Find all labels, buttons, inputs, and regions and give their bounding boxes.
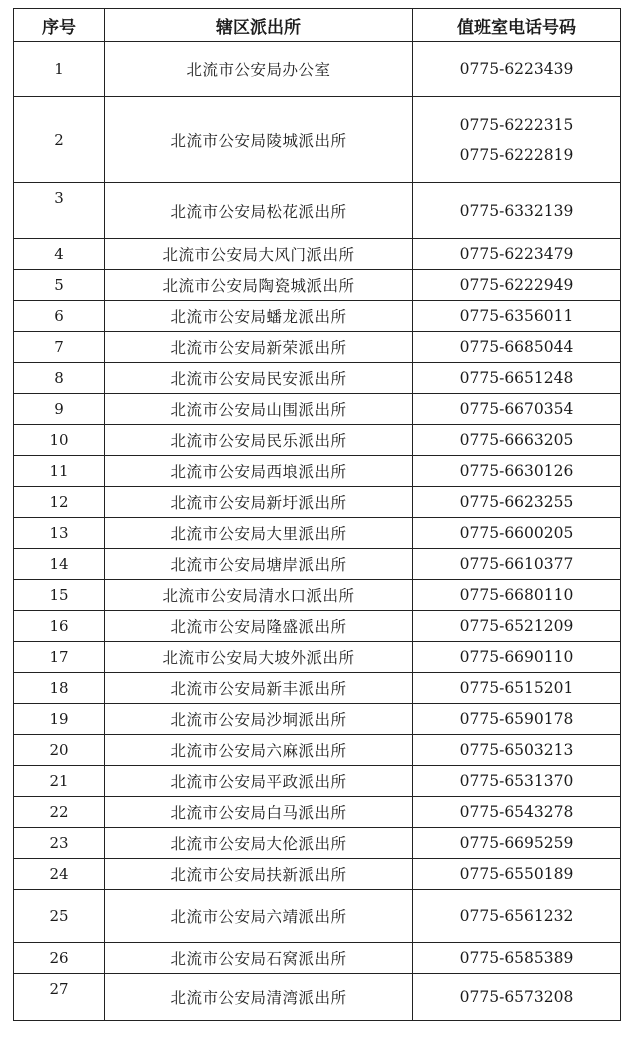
table-row xyxy=(14,332,621,363)
row-index: 10 xyxy=(14,425,105,456)
police-station-table xyxy=(13,8,621,1021)
station-name: 北流市公安局大里派出所 xyxy=(105,518,413,549)
phone-cell xyxy=(413,394,621,425)
phone-cell xyxy=(413,943,621,974)
table-row xyxy=(14,518,621,549)
table-row xyxy=(14,828,621,859)
row-index: 4 xyxy=(14,239,105,270)
phone-cell xyxy=(413,301,621,332)
table-row xyxy=(14,394,621,425)
table-row xyxy=(14,580,621,611)
row-index: 22 xyxy=(14,797,105,828)
station-name: 北流市公安局清湾派出所 xyxy=(105,974,413,1021)
row-index: 13 xyxy=(14,518,105,549)
phone-number: 0775-6670354 xyxy=(459,400,574,418)
station-name: 北流市公安局六靖派出所 xyxy=(105,890,413,943)
phone-cell xyxy=(413,425,621,456)
row-index: 1 xyxy=(14,42,105,97)
row-index: 8 xyxy=(14,363,105,394)
row-index: 16 xyxy=(14,611,105,642)
station-name: 北流市公安局办公室 xyxy=(105,42,413,97)
phone-number: 0775-6573208 xyxy=(459,988,574,1006)
row-index: 11 xyxy=(14,456,105,487)
table-row xyxy=(14,642,621,673)
row-index: 6 xyxy=(14,301,105,332)
table-row xyxy=(14,301,621,332)
station-name: 北流市公安局平政派出所 xyxy=(105,766,413,797)
station-name: 北流市公安局塘岸派出所 xyxy=(105,549,413,580)
phone-number: 0775-6651248 xyxy=(459,369,574,387)
table-row xyxy=(14,890,621,943)
phone-number: 0775-6223439 xyxy=(459,60,574,78)
row-index: 2 xyxy=(14,97,105,183)
table-row xyxy=(14,611,621,642)
station-name: 北流市公安局西埌派出所 xyxy=(105,456,413,487)
header-index: 序号 xyxy=(14,9,105,42)
phone-cell xyxy=(413,239,621,270)
phone-number: 0775-6515201 xyxy=(459,679,574,697)
station-name: 北流市公安局民乐派出所 xyxy=(105,425,413,456)
phone-cell xyxy=(413,97,621,183)
phone-number: 0775-6690110 xyxy=(459,648,574,666)
table-row xyxy=(14,797,621,828)
table-row xyxy=(14,183,621,239)
phone-cell xyxy=(413,974,621,1021)
phone-number: 0775-6685044 xyxy=(459,338,574,356)
phone-cell xyxy=(413,673,621,704)
phone-number: 0775-6332139 xyxy=(459,201,574,220)
phone-number: 0775-6503213 xyxy=(459,741,574,759)
phone-number: 0775-6356011 xyxy=(459,307,574,325)
phone-number: 0775-6550189 xyxy=(459,865,574,883)
table-row xyxy=(14,974,621,1021)
row-index: 23 xyxy=(14,828,105,859)
row-index: 17 xyxy=(14,642,105,673)
phone-number: 0775-6623255 xyxy=(459,493,574,511)
row-index: 27 xyxy=(14,974,105,1021)
phone-number: 0775-6680110 xyxy=(459,586,574,604)
station-name: 北流市公安局石窝派出所 xyxy=(105,943,413,974)
phone-cell xyxy=(413,828,621,859)
table-row xyxy=(14,735,621,766)
station-name: 北流市公安局扶新派出所 xyxy=(105,859,413,890)
header-phone: 值班室电话号码 xyxy=(413,9,621,42)
phone-cell xyxy=(413,580,621,611)
phone-cell xyxy=(413,611,621,642)
station-name: 北流市公安局民安派出所 xyxy=(105,363,413,394)
row-index: 15 xyxy=(14,580,105,611)
row-index: 5 xyxy=(14,270,105,301)
phone-number: 0775-6630126 xyxy=(459,462,574,480)
row-index: 9 xyxy=(14,394,105,425)
phone-cell xyxy=(413,766,621,797)
table-row xyxy=(14,487,621,518)
station-name: 北流市公安局蟠龙派出所 xyxy=(105,301,413,332)
header-row xyxy=(14,9,621,42)
station-name: 北流市公安局新荣派出所 xyxy=(105,332,413,363)
phone-number: 0775-6521209 xyxy=(459,617,574,635)
station-name: 北流市公安局大风门派出所 xyxy=(105,239,413,270)
phone-number: 0775-6695259 xyxy=(459,834,574,852)
table-row xyxy=(14,239,621,270)
station-name: 北流市公安局陶瓷城派出所 xyxy=(105,270,413,301)
phone-number: 0775-6222949 xyxy=(459,276,574,294)
phone-cell xyxy=(413,363,621,394)
phone-cell xyxy=(413,890,621,943)
table-row xyxy=(14,673,621,704)
station-name: 北流市公安局白马派出所 xyxy=(105,797,413,828)
table-row xyxy=(14,549,621,580)
table-row xyxy=(14,270,621,301)
row-index: 20 xyxy=(14,735,105,766)
station-name: 北流市公安局陵城派出所 xyxy=(105,97,413,183)
station-name: 北流市公安局大坡外派出所 xyxy=(105,642,413,673)
phone-cell xyxy=(413,332,621,363)
row-index: 12 xyxy=(14,487,105,518)
phone-cell xyxy=(413,859,621,890)
phone-cell xyxy=(413,797,621,828)
station-name: 北流市公安局大伦派出所 xyxy=(105,828,413,859)
row-index: 25 xyxy=(14,890,105,943)
table-row xyxy=(14,97,621,183)
phone-number: 0775-6600205 xyxy=(459,524,574,542)
phone-number: 0775-6222819 xyxy=(459,145,574,164)
row-index: 24 xyxy=(14,859,105,890)
table-row xyxy=(14,943,621,974)
phone-cell xyxy=(413,456,621,487)
phone-cell xyxy=(413,642,621,673)
phone-cell xyxy=(413,704,621,735)
table-row xyxy=(14,42,621,97)
phone-number: 0775-6531370 xyxy=(459,772,574,790)
row-index: 21 xyxy=(14,766,105,797)
phone-cell xyxy=(413,518,621,549)
station-name: 北流市公安局隆盛派出所 xyxy=(105,611,413,642)
phone-number: 0775-6223479 xyxy=(459,245,574,263)
row-index: 19 xyxy=(14,704,105,735)
phone-number: 0775-6590178 xyxy=(459,710,574,728)
station-name: 北流市公安局沙垌派出所 xyxy=(105,704,413,735)
phone-number: 0775-6543278 xyxy=(459,803,574,821)
table-body xyxy=(14,42,621,1021)
row-index: 26 xyxy=(14,943,105,974)
phone-cell xyxy=(413,270,621,301)
table-row xyxy=(14,704,621,735)
header-station: 辖区派出所 xyxy=(105,9,413,42)
station-name: 北流市公安局新圩派出所 xyxy=(105,487,413,518)
phone-cell xyxy=(413,42,621,97)
station-name: 北流市公安局六麻派出所 xyxy=(105,735,413,766)
phone-number: 0775-6222315 xyxy=(459,115,574,134)
table-row xyxy=(14,859,621,890)
phone-number: 0775-6663205 xyxy=(459,431,574,449)
phone-number: 0775-6561232 xyxy=(459,907,574,925)
phone-number: 0775-6610377 xyxy=(459,555,574,573)
table-row xyxy=(14,425,621,456)
phone-number: 0775-6585389 xyxy=(459,949,574,967)
station-name: 北流市公安局山围派出所 xyxy=(105,394,413,425)
station-name: 北流市公安局松花派出所 xyxy=(105,183,413,239)
row-index: 7 xyxy=(14,332,105,363)
row-index: 14 xyxy=(14,549,105,580)
row-index: 18 xyxy=(14,673,105,704)
station-name: 北流市公安局清水口派出所 xyxy=(105,580,413,611)
phone-cell xyxy=(413,487,621,518)
phone-cell xyxy=(413,183,621,239)
phone-cell xyxy=(413,549,621,580)
table-row xyxy=(14,456,621,487)
table-row xyxy=(14,766,621,797)
table-row xyxy=(14,363,621,394)
station-name: 北流市公安局新丰派出所 xyxy=(105,673,413,704)
row-index: 3 xyxy=(14,183,105,239)
phone-cell xyxy=(413,735,621,766)
